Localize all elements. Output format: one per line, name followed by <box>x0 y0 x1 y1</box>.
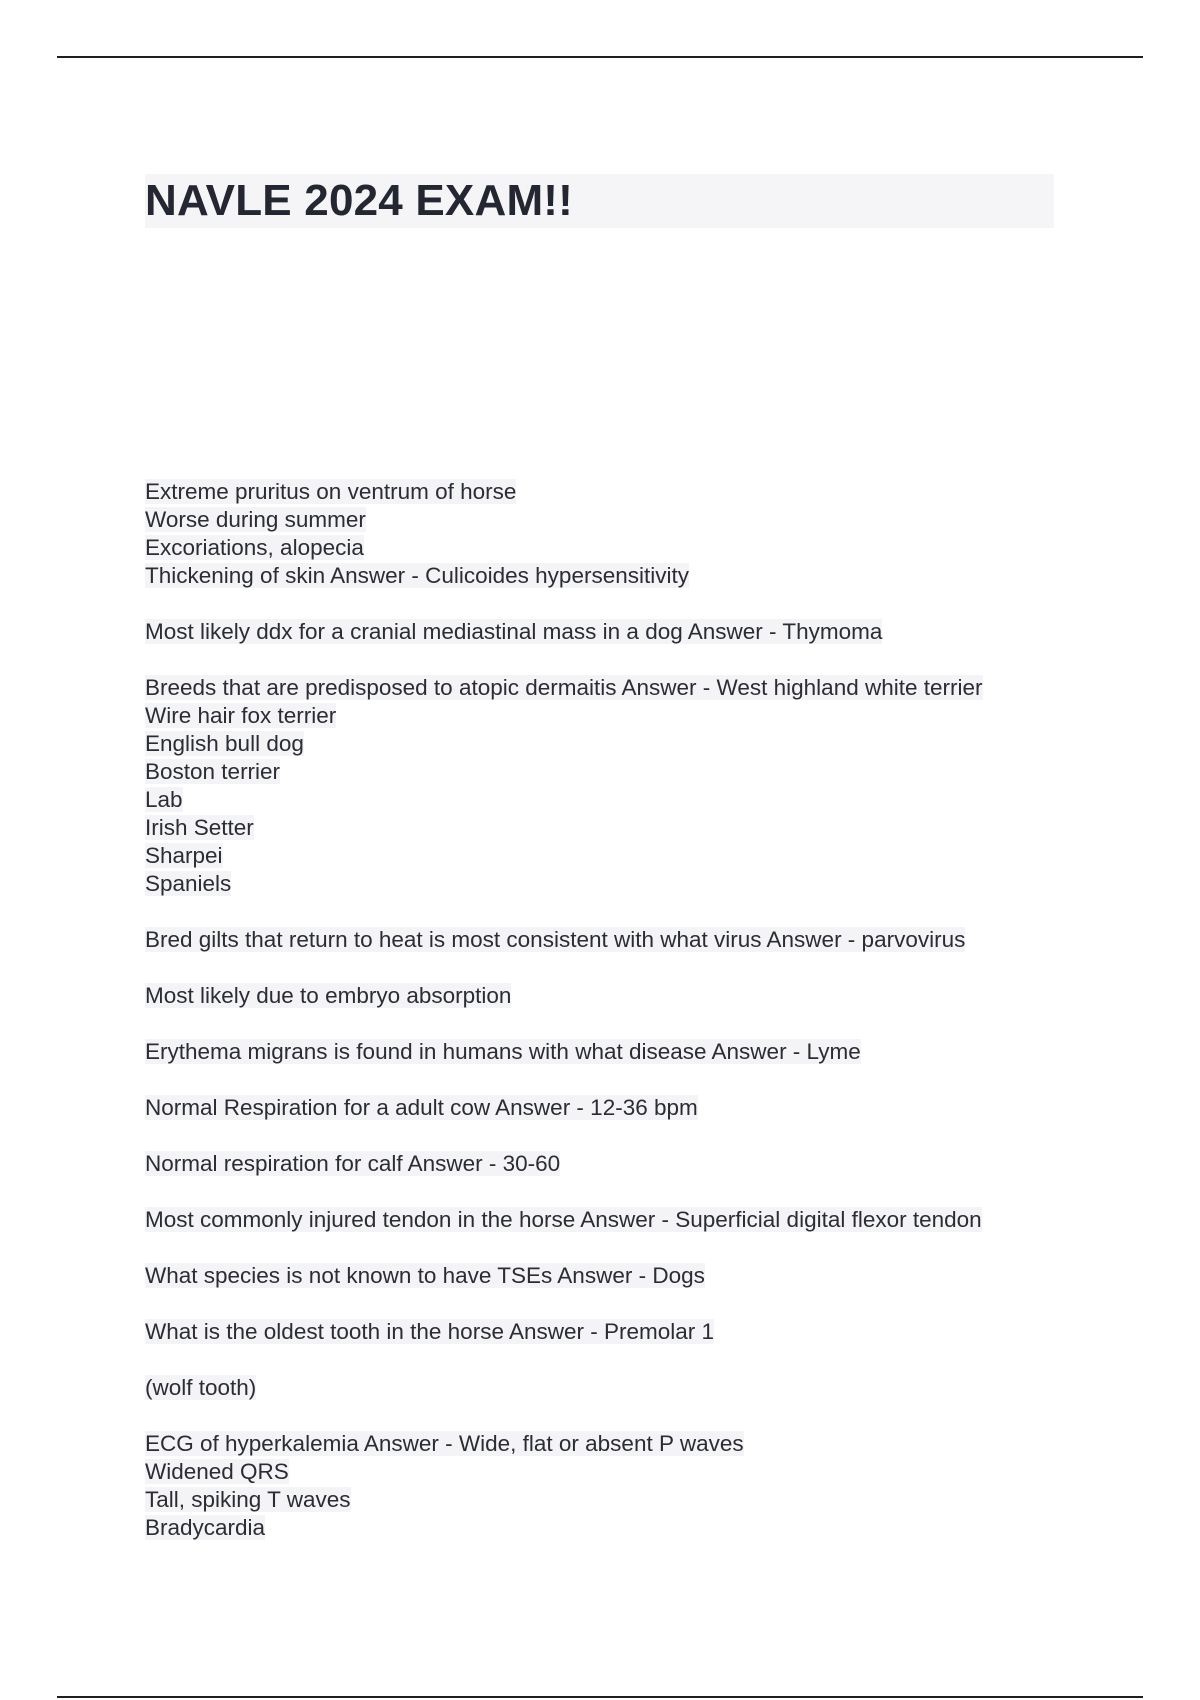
qa-entry <box>145 1094 1105 1122</box>
entry-line: Most likely due to embryo absorption <box>145 983 512 1008</box>
qa-entry <box>145 1262 1105 1290</box>
entry-line: English bull dog <box>145 731 304 756</box>
entry-line: Sharpei <box>145 843 223 868</box>
entry-line: Widened QRS <box>145 1459 289 1484</box>
entry-line: Bred gilts that return to heat is most consistent with what virus Answer - parvovirus <box>145 927 966 952</box>
qa-entry <box>145 674 1105 898</box>
qa-entry <box>145 982 1105 1010</box>
qa-entry <box>145 926 1105 954</box>
entry-line: Worse during summer <box>145 507 366 532</box>
qa-list <box>145 478 1105 1542</box>
entry-line: What species is not known to have TSEs Answer - Dogs <box>145 1263 705 1288</box>
entry-line: ECG of hyperkalemia Answer - Wide, flat or absent P waves <box>145 1431 744 1456</box>
qa-entry <box>145 1430 1105 1542</box>
top-rule <box>57 56 1143 58</box>
entry-line: Wire hair fox terrier <box>145 703 337 728</box>
entry-line: Most likely ddx for a cranial mediastinal mass in a dog Answer - Thymoma <box>145 619 883 644</box>
entry-line: Spaniels <box>145 871 232 896</box>
page-title: NAVLE 2024 EXAM!! <box>145 176 574 225</box>
qa-entry <box>145 478 1105 590</box>
entry-line: What is the oldest tooth in the horse Answer - Premolar 1 <box>145 1319 715 1344</box>
entry-line: Lab <box>145 787 183 812</box>
entry-line: Boston terrier <box>145 759 281 784</box>
bottom-rule <box>57 1696 1143 1698</box>
qa-entry <box>145 1150 1105 1178</box>
entry-line: Excoriations, alopecia <box>145 535 364 560</box>
entry-line: Irish Setter <box>145 815 254 840</box>
entry-line: Breeds that are predisposed to atopic dermaitis Answer - West highland white terrier <box>145 675 983 700</box>
entry-line: Normal respiration for calf Answer - 30-60 <box>145 1151 561 1176</box>
entry-line: Extreme pruritus on ventrum of horse <box>145 479 517 504</box>
qa-entry <box>145 1206 1105 1234</box>
entry-line: Normal Respiration for a adult cow Answer - 12-36 bpm <box>145 1095 698 1120</box>
qa-entry <box>145 1038 1105 1066</box>
entry-line: Erythema migrans is found in humans with what disease Answer - Lyme <box>145 1039 861 1064</box>
qa-entry <box>145 1374 1105 1402</box>
entry-line: Thickening of skin Answer - Culicoides hypersensitivity <box>145 563 689 588</box>
entry-line: Most commonly injured tendon in the horse Answer - Superficial digital flexor tendon <box>145 1207 982 1232</box>
entry-line: Bradycardia <box>145 1515 266 1540</box>
qa-entry <box>145 618 1105 646</box>
qa-entry <box>145 1318 1105 1346</box>
entry-line: (wolf tooth) <box>145 1375 257 1400</box>
entry-line: Tall, spiking T waves <box>145 1487 351 1512</box>
